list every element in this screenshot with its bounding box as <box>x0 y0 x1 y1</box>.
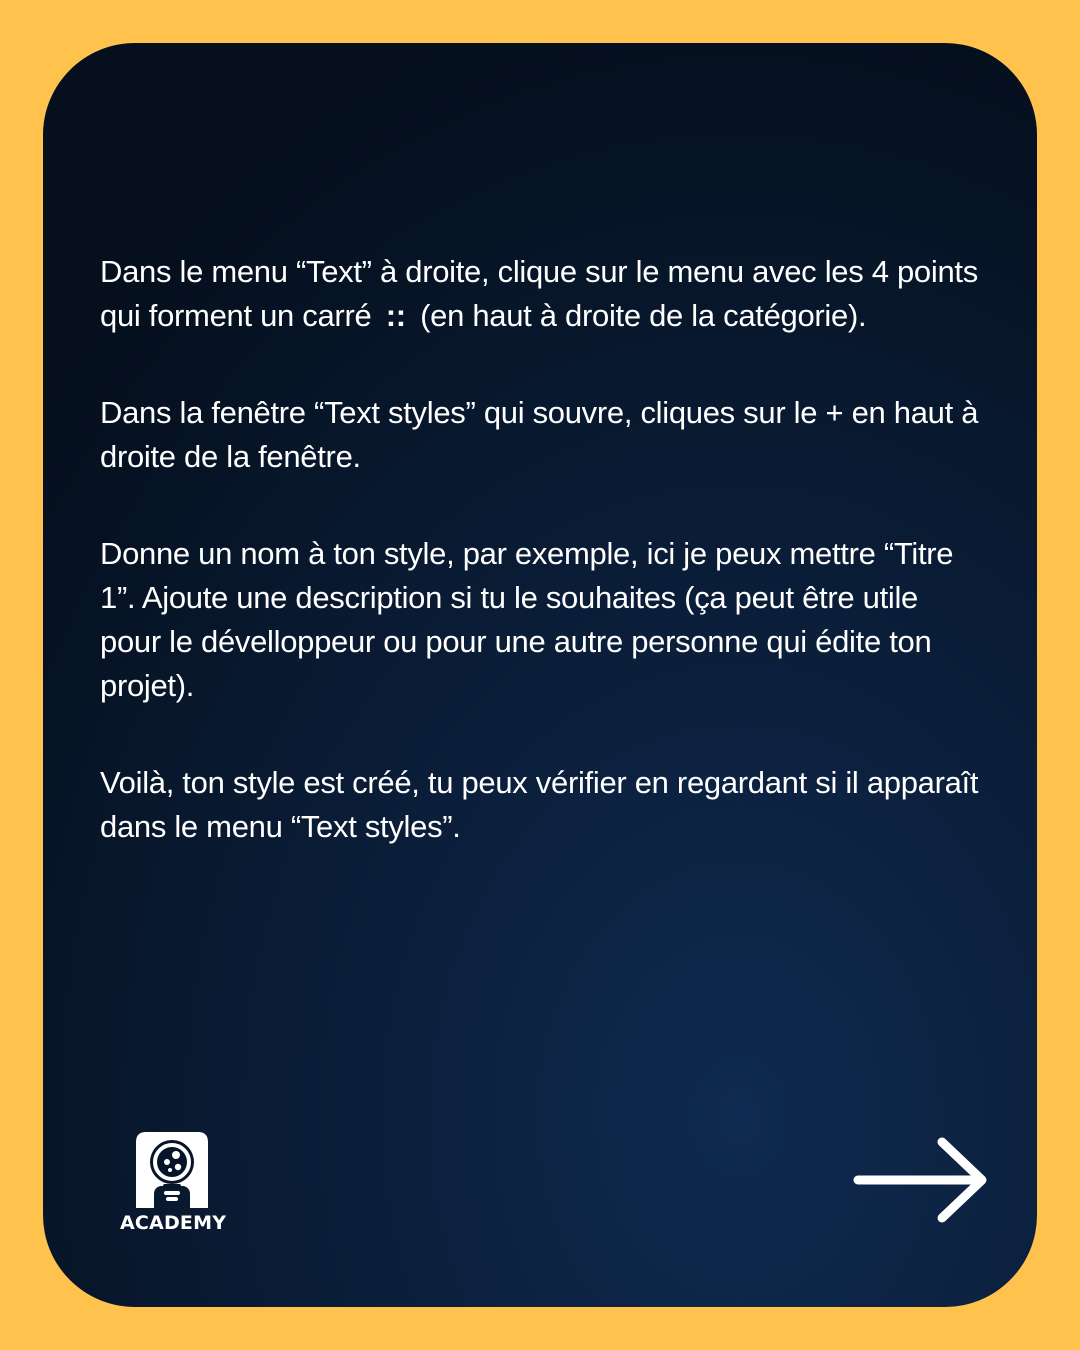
academy-logo <box>120 1128 227 1238</box>
arrow-right-icon[interactable] <box>850 1132 990 1228</box>
logo-label: ACADEMY <box>120 1212 227 1234</box>
lightbulb-logo-icon <box>132 1128 212 1210</box>
instruction-1-text: Dans le menu “Text” à droite, clique sur le menu avec les 4 points qui forment un carré <box>100 254 978 333</box>
instruction-paragraph-1 <box>100 250 980 338</box>
instruction-paragraph-2: Dans la fenêtre “Text styles” qui souvre, cliques sur le + en haut à droite de la fenêtre. <box>100 395 979 474</box>
instruction-1-text-end: (en haut à droite de la catégorie). <box>420 298 867 333</box>
instruction-paragraph-4: Voilà, ton style est créé, tu peux vérifier en regardant si il apparaît dans le menu “Text styles”. <box>100 765 979 844</box>
instructions-text <box>100 250 980 902</box>
instruction-paragraph-3: Donne un nom à ton style, par exemple, ici je peux mettre “Titre 1”. Ajoute une description si tu le souhaites (ça peut être utile pour le dévelloppeur ou pour une autre personne qui édite ton projet). <box>100 536 954 703</box>
grid-dots-icon: :: <box>385 298 406 333</box>
